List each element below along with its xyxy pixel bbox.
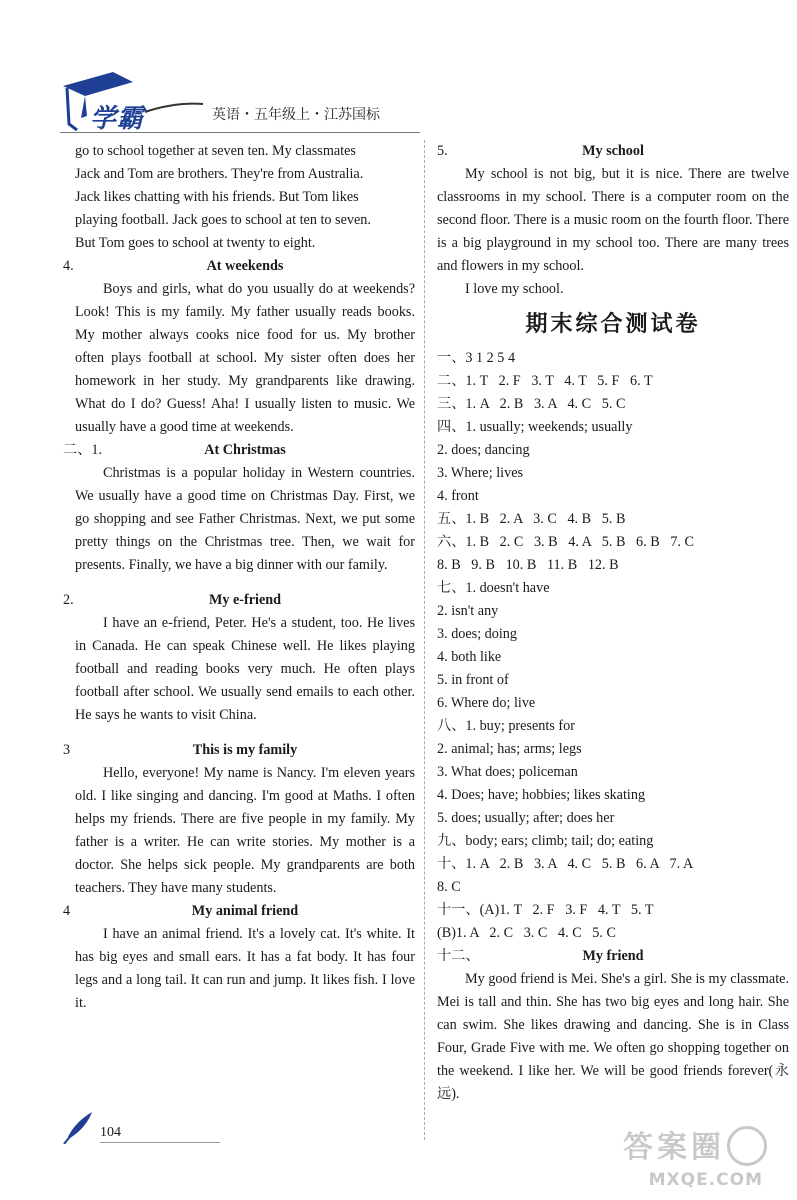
answer-line: 三、1. A 2. B 3. A 4. C 5. C — [437, 396, 626, 412]
section-heading — [63, 589, 415, 612]
header-subtitle: 英语・五年级上・江苏国标 — [212, 107, 380, 123]
answer-line: 5. in front of — [437, 672, 509, 688]
intro-line: Jack and Tom are brothers. They're from Australia. — [75, 166, 364, 182]
footer-rule — [100, 1142, 220, 1143]
section-heading — [63, 739, 415, 762]
page-header — [0, 0, 797, 140]
intro-line: playing football. Jack goes to school at ten to seven. — [75, 212, 371, 228]
right-column — [437, 140, 789, 1106]
answer-line: 3. does; doing — [437, 626, 517, 642]
section-title: At weekends — [206, 258, 284, 274]
section-number: 3 — [63, 742, 71, 758]
section-heading — [63, 439, 415, 462]
answer-line: 六、1. B 2. C 3. B 4. A 5. B 6. B 7. C — [437, 534, 694, 550]
section-heading — [437, 140, 789, 163]
answer-line: 二、1. T 2. F 3. T 4. T 5. F 6. T — [437, 373, 653, 389]
section-text: Hello, everyone! My name is Nancy. I'm eleven years old. I like singing and dancing. I'm good at Maths. I often helps my friends. There are five people in my family. My father is a writer. He can write stories. My mother is a doctor. She helps sick people. My grandparents are both teachers. They have many students. — [75, 765, 415, 896]
intro-line: go to school together at seven ten. My classmates — [75, 143, 356, 159]
section-title: This is my family — [192, 742, 298, 758]
section-number: 4 — [63, 903, 71, 919]
watermark — [605, 1132, 785, 1194]
section-title: My animal friend — [191, 903, 299, 919]
page-number: 104 — [100, 1125, 121, 1140]
section-number: 4. — [63, 258, 74, 274]
answer-line: (B)1. A 2. C 3. C 4. C 5. C — [437, 925, 616, 941]
answer-line: 八、1. buy; presents for — [437, 718, 575, 734]
intro-line: Jack likes chatting with his friends. But Tom likes — [75, 189, 359, 205]
section-heading — [63, 900, 415, 923]
answer-list — [437, 347, 789, 945]
answer-line: 五、1. B 2. A 3. C 4. B 5. B — [437, 511, 626, 527]
answer-line: 5. does; usually; after; does her — [437, 810, 615, 826]
feather-icon — [62, 1110, 98, 1144]
watermark-top: 答案圈 — [623, 1130, 725, 1165]
section-text: I have an e-friend, Peter. He's a student, too. He lives in Canada. He can speak Chinese well. He likes playing football and reading books very much. He often plays football after school. We usually send emails to each other. He says he wants to visit China. — [75, 615, 415, 723]
section-text-last: I love my school. — [465, 281, 564, 297]
answer-line: 8. B 9. B 10. B 11. B 12. B — [437, 557, 619, 573]
answer-line: 十、1. A 2. B 3. A 4. C 5. B 6. A 7. A — [437, 856, 694, 872]
answer-line: 2. isn't any — [437, 603, 499, 619]
section-text: Christmas is a popular holiday in Western countries. We usually have a good time on Christmas Day. First, we go shopping and see Father Christmas. Next, we put some pretty things on the Christmas tree. Then, we wait for presents. Finally, we have a big dinner with our family. — [75, 465, 415, 573]
intro-line: But Tom goes to school at twenty to eight. — [75, 235, 316, 251]
answer-line: 4. front — [437, 488, 479, 504]
section-number: 二、1. — [63, 442, 103, 458]
section-text: Boys and girls, what do you usually do at weekends? Look! This is my family. My father usually reads books. My mother always cooks nice food for us. My brother often plays football at school. My sister often does her homework in her study. My grandparents like drawing. What do I do? Guess! Aha! I usually listen to music. We usually have a good time at weekends. — [75, 281, 415, 435]
watermark-circle-icon — [727, 1126, 767, 1166]
answer-line: 七、1. doesn't have — [437, 580, 550, 596]
answer-line: 6. Where do; live — [437, 695, 536, 711]
answer-line: 2. animal; has; arms; legs — [437, 741, 582, 757]
answer-line: 2. does; dancing — [437, 442, 530, 458]
section-text: My good friend is Mei. She's a girl. She is my classmate. Mei is tall and thin. She has two big eyes and long hair. She can swim. She likes drawing and dancing. She is in Class Four, Grade Five with me. We often go shopping together on the weekend. I like her. We will be good friends forever(永远). — [437, 971, 789, 1102]
answer-line: 3. Where; lives — [437, 465, 524, 481]
column-divider — [424, 140, 425, 1140]
left-column — [63, 140, 415, 1015]
answer-line: 一、3 1 2 5 4 — [437, 350, 516, 366]
section-title: My school — [582, 143, 644, 159]
section-title: My e-friend — [208, 592, 282, 608]
answer-line: 3. What does; policeman — [437, 764, 578, 780]
section-text: I have an animal friend. It's a lovely cat. It's white. It has big eyes and small ears. It has a fat body. It has four legs and a long tail. It can run and jump. It likes fish. I love it. — [75, 926, 415, 1011]
answer-line: 十一、(A)1. T 2. F 3. F 4. T 5. T — [437, 902, 654, 918]
section-number: 5. — [437, 143, 448, 159]
section-heading — [63, 255, 415, 278]
section-number: 十二、 — [437, 948, 480, 964]
answer-line: 四、1. usually; weekends; usually — [437, 419, 633, 435]
section-text: My school is not big, but it is nice. There are twelve classrooms in my school. There is a computer room on the second floor. There is a music room on the fourth floor. There is a big playground in my school too. There are many trees and flowers in my school. — [437, 166, 789, 274]
answer-line: 九、body; ears; climb; tail; do; eating — [437, 833, 654, 849]
section-number: 2. — [63, 592, 74, 608]
section-heading — [437, 945, 789, 968]
header-rule — [60, 132, 420, 133]
answer-line: 4. Does; have; hobbies; likes skating — [437, 787, 646, 803]
section-title: At Christmas — [204, 442, 286, 458]
answer-line: 8. C — [437, 879, 461, 895]
answer-line: 4. both like — [437, 649, 502, 665]
watermark-bottom: MXQE.COM — [648, 1170, 763, 1190]
section-title: My friend — [582, 948, 644, 964]
logo-text: 学霸 — [90, 104, 145, 134]
exam-title: 期末综合测试卷 — [525, 312, 701, 337]
